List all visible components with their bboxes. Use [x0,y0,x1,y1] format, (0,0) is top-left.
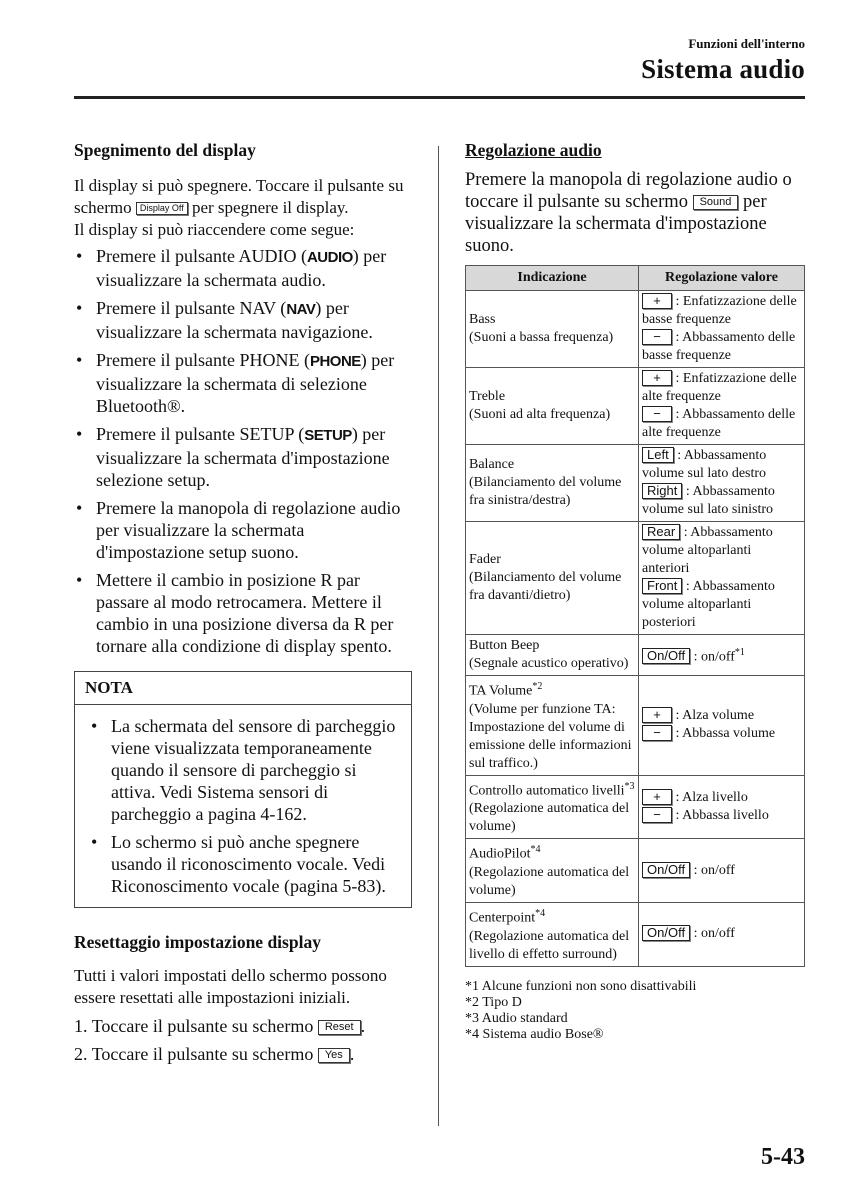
display-off-paragraph [74,175,412,241]
list-item: • Premere il pulsante AUDIO (AUDIO) per visualizzare la schermata audio. [74,245,412,291]
table-row [466,775,805,839]
screen-button-image: − [642,807,672,823]
screen-button-image: On/Off [642,925,690,941]
regolazione-cell: + : Alza volume − : Abbassa volume [639,676,805,776]
indicazione-cell: Centerpoint$^{*4}$ (Regolazione automatica del livello di effetto surround) [466,902,639,966]
page-title: Sistema audio [641,54,805,84]
column-divider [438,146,439,1126]
table-header-indicazione: Indicazione [466,266,639,291]
indicazione-cell: Controllo automatico livelli$^{*3}$ (Regolazione automatica del volume) [466,775,639,839]
indicazione-cell: Treble (Suoni ad alta frequenza) [466,368,639,445]
table-row [466,635,805,676]
nota-item: • La schermata del sensore di parcheggio viene visualizzata temporaneamente quando il sensore di parcheggio si attiva. Vedi Sistema sensori di parcheggio a pagina 4-162. [89,715,401,825]
screen-button-image: Front [642,578,682,594]
sound-button-image: Sound [693,195,739,210]
regolazione-cell: + : Enfatizzazione delle alte frequenze − : Abbassamento delle alte frequenze [639,368,805,445]
screen-button-image: Rear [642,524,680,540]
nota-item: • Lo schermo si può anche spegnere usando il riconoscimento vocale. Vedi Riconoscimento vocale (pagina 5-83). [89,831,401,897]
indicazione-cell: TA Volume$^{*2}$ (Volume per funzione TA: Impostazione del volume di emissione delle informazioni sul traffico.) [466,676,639,776]
list-item: • Premere la manopola di regolazione audio per visualizzare la schermata d'impostazione setup suono. [74,497,412,563]
table-row [466,368,805,445]
screen-button-image: − [642,329,672,345]
indicazione-cell: Bass (Suoni a bassa frequenza) [466,291,639,368]
table-row [466,676,805,776]
footnote: *2 Tipo D [465,994,522,1010]
step-item: 2. Toccare il pulsante su schermo Yes . [74,1044,355,1064]
display-off-button-image: Display Off [136,202,188,215]
regolazione-cell: On/Off : on/off [639,839,805,903]
screen-button-image: On/Off [642,862,690,878]
display-on-intro: Il display si può riaccendere come segue: [74,220,355,239]
left-column [74,140,412,1071]
indicazione-cell: Balance (Bilanciamento del volume fra sinistra/destra) [466,445,639,522]
reset-steps [74,1015,412,1065]
reset-button-image: Reset [318,1020,361,1035]
regolazione-cell: On/Off : on/off [639,902,805,966]
list-item: • Mettere il cambio in posizione R par passare al modo retrocamera. Mettere il cambio in una posizione diversa da R per tornare alla condizione di display spento. [74,569,412,657]
header-rule [74,96,805,99]
display-on-list [74,245,412,657]
screen-button-image: Left [642,447,674,463]
list-item: • Premere il pulsante PHONE (PHONE) per visualizzare la schermata di selezione Bluetooth®. [74,349,412,417]
footnote: *1 Alcune funzioni non sono disattivabili [465,978,697,994]
regolazione-cell: Rear : Abbassamento volume altoparlanti anteriori Front : Abbassamento volume altoparlanti posteriori [639,522,805,635]
yes-button-image: Yes [318,1048,350,1063]
audio-settings-table [465,265,805,967]
screen-button-image: Right [642,483,682,499]
table-header-regolazione: Regolazione valore [639,266,805,291]
screen-button-image: + [642,707,672,723]
nota-box [74,671,412,908]
footnote: *3 Audio standard [465,1010,568,1026]
screen-button-image: − [642,406,672,422]
step-item: 1. Toccare il pulsante su schermo Reset . [74,1016,366,1036]
screen-button-image: On/Off [642,648,690,664]
display-off-text-b: per spegnere il display. [187,198,349,217]
heading-display-off: Spegnimento del display [74,140,256,160]
table-row [466,902,805,966]
table-row [466,522,805,635]
indicazione-cell: AudioPilot$^{*4}$ (Regolazione automatica del volume) [466,839,639,903]
section-header: Funzioni dell'interno [688,36,805,51]
regolazione-cell: On/Off : on/off$^{*1}$ [639,635,805,676]
table-row [466,839,805,903]
screen-button-image: + [642,293,672,309]
heading-reset: Resettaggio impostazione display [74,932,321,952]
heading-audio-adjust: Regolazione audio [465,140,602,160]
screen-button-image: − [642,725,672,741]
nota-title: NOTA [75,672,411,705]
audio-adjust-paragraph: Premere la manopola di regolazione audio o toccare il pulsante su schermo Sound per visualizzare la schermata d'impostazione suono. [465,170,792,256]
screen-button-image: + [642,789,672,805]
footnote: *4 Sistema audio Bose® [465,1026,604,1042]
right-column [465,140,805,1043]
regolazione-cell: + : Alza livello − : Abbassa livello [639,775,805,839]
indicazione-cell: Fader (Bilanciamento del volume fra davanti/dietro) [466,522,639,635]
list-item: • Premere il pulsante NAV (NAV) per visualizzare la schermata navigazione. [74,297,412,343]
reset-paragraph: Tutti i valori impostati dello schermo possono essere resettati alle impostazioni iniziali. [74,966,387,1007]
regolazione-cell: + : Enfatizzazione delle basse frequenze − : Abbassamento delle basse frequenze [639,291,805,368]
table-row [466,291,805,368]
indicazione-cell: Button Beep (Segnale acustico operativo) [466,635,639,676]
screen-button-image: + [642,370,672,386]
regolazione-cell: Left : Abbassamento volume sul lato destro Right : Abbassamento volume sul lato sinistro [639,445,805,522]
display-off-text-a: Il display si può spegnere. Toccare il pulsante su schermo [74,176,404,217]
table-row [466,445,805,522]
page-number: 5-43 [761,1144,805,1170]
footnotes [465,979,805,1043]
list-item: • Premere il pulsante SETUP (SETUP) per visualizzare la schermata d'impostazione selezione setup. [74,423,412,491]
